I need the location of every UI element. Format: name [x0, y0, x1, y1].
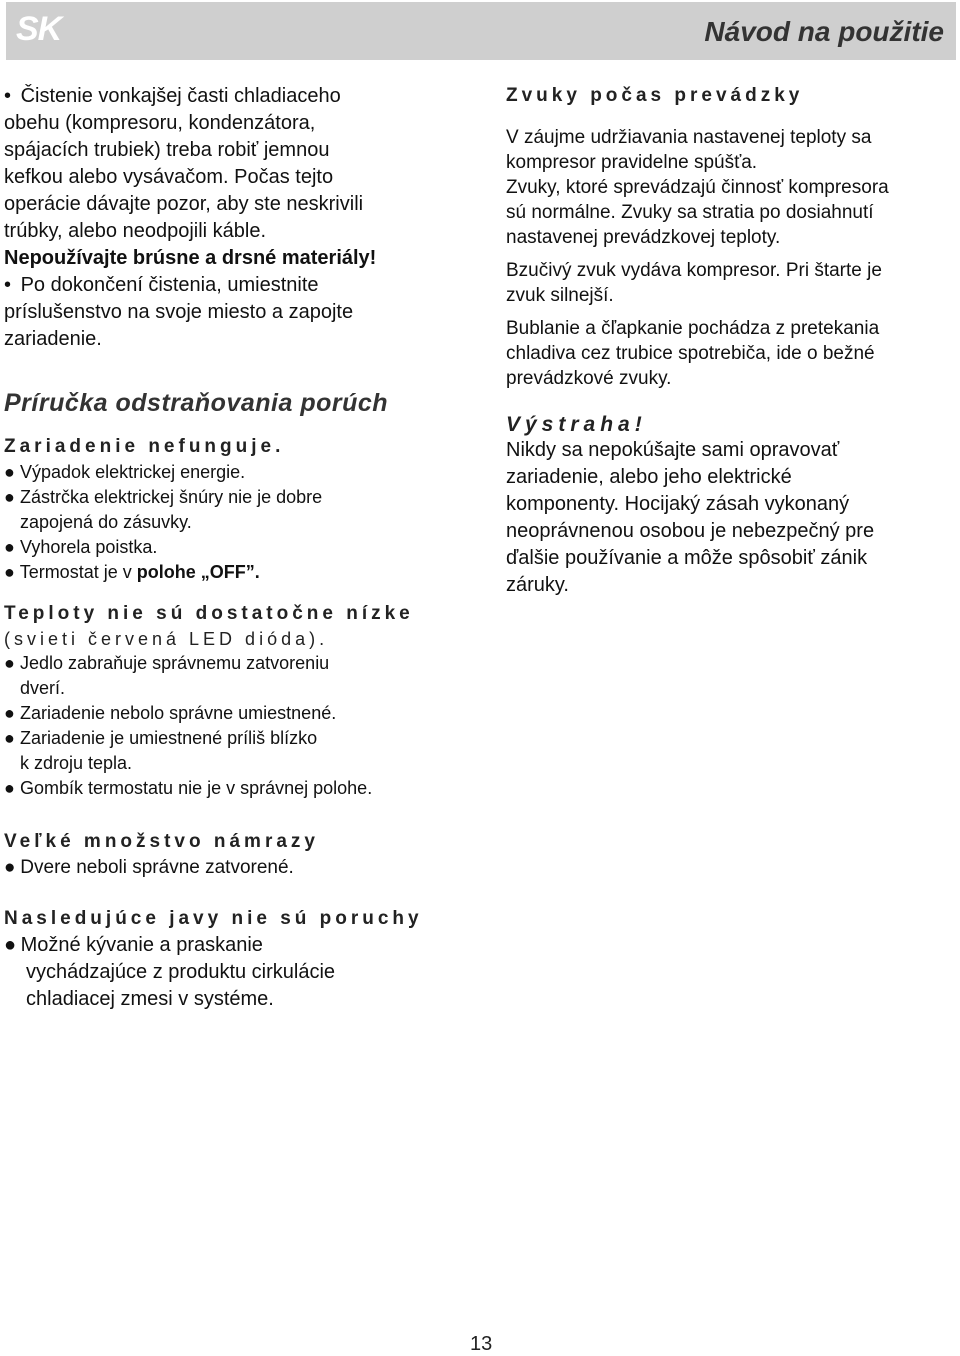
disc-bullet-icon: ●	[4, 857, 16, 878]
sounds-paragraph-2: Bzučivý zvuk vydáva kompresor. Pri štarte je zvuk silnejší.	[506, 260, 882, 306]
disc-bullet-icon: ●	[4, 778, 15, 798]
disc-bullet-icon: ●	[4, 934, 17, 956]
subsection-title: Teploty nie sú dostatočne nízke	[4, 603, 414, 624]
disc-bullet-icon: ●	[4, 653, 15, 673]
bullet-icon: •	[4, 85, 12, 107]
disc-bullet-icon: ●	[4, 728, 15, 748]
sounds-paragraph-3: Bublanie a čľapkanie pochádza z pretekania chladiva cez trubice spotrebiča, ide o bežné prevádzkové zvuky.	[506, 318, 880, 389]
disc-bullet-icon: ●	[4, 703, 15, 723]
subsection-title: Veľké množstvo námrazy	[4, 831, 319, 852]
section-not-working: Zariadenie nefunguje. ● Výpadok elektrickej energie. ● Zástrčka elektrickej šnúry nie je dobre zapojená do zásuvky. ● Vyhorela poistka. ● Termostat je v polohe „OFF”.	[4, 434, 474, 585]
section-not-faults: Nasledujúce javy nie sú poruchy ● Možné kývanie a praskanie vychádzajúce z produktu cirkulácie chladiacej zmesi v systéme.	[4, 906, 474, 1013]
section-temperature: Teploty nie sú dostatočne nízke (svieti červená LED dióda). ● Jedlo zabraňuje správnemu zatvoreniu dverí. ● Zariadenie nebolo správne umiestnené. ● Zariadenie je umiestnené príliš blízko k zdroju tepla. ● Gombík termostatu nie je v správnej polohe.	[4, 601, 474, 801]
disc-bullet-icon: ●	[4, 462, 15, 482]
page-number: 13	[470, 1333, 493, 1355]
disc-bullet-icon: ●	[4, 487, 15, 507]
sounds-paragraph-1: V záujme udržiavania nastavenej teploty sa kompresor pravidelne spúšťa. Zvuky, ktoré sprevádzajú činnosť kompresora sú normálne. Zvuky sa stratia po dosiahnutí nastavenej prevádzkovej teploty.	[506, 127, 889, 248]
language-code: SK	[16, 10, 62, 48]
subsection-subtitle: (svieti červená LED dióda).	[4, 629, 329, 649]
page-header	[6, 2, 956, 60]
cleaning-warning: Nepoužívajte brúsne a drsné materiály!	[4, 247, 377, 269]
bullet-icon: •	[4, 274, 12, 296]
cleaning-paragraph: • Čistenie vonkajšej časti chladiaceho obehu (kompresoru, kondenzátora, spájacích trubiek) treba robiť jemnou kefkou alebo vysávačom. Počas tejto operácie dávajte pozor, aby ste neskrivili trúbky, alebo neodpojili káble. Nepoužívajte brúsne a drsné materiály! • Po dokončení čistenia, umiestnite príslušenstvo na svoje miesto a zapojte zariadenie.	[4, 83, 474, 353]
right-column	[506, 83, 946, 599]
section-title: Príručka odstraňovania porúch	[4, 389, 389, 417]
subsection-title: Nasledujúce javy nie sú poruchy	[4, 908, 423, 929]
warning-title: Výstraha!	[506, 413, 647, 436]
section-frost: Veľké množstvo námrazy ● Dvere neboli správne zatvorené.	[4, 829, 474, 880]
sounds-title: Zvuky počas prevádzky	[506, 85, 804, 106]
warning-paragraph: Nikdy sa nepokúšajte sami opravovať zariadenie, alebo jeho elektrické komponenty. Hocijaký zásah vykonaný neoprávnenou osobou je nebezpečný pre ďalšie používanie a môže spôsobiť zánik záruky.	[506, 439, 875, 596]
disc-bullet-icon: ●	[4, 562, 15, 582]
left-column	[4, 83, 474, 1013]
manual-title: Návod na použitie	[704, 16, 944, 47]
subsection-title: Zariadenie nefunguje.	[4, 436, 285, 457]
disc-bullet-icon: ●	[4, 537, 15, 557]
